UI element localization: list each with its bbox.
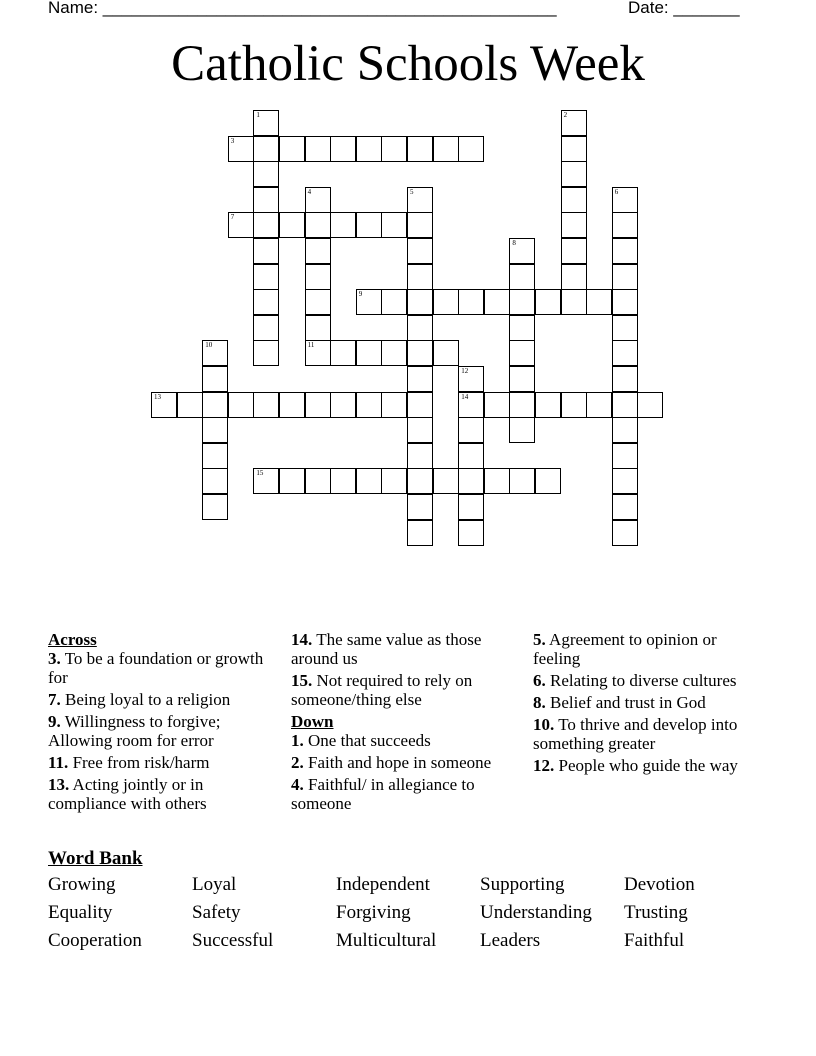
word-bank-item: Devotion (624, 874, 695, 895)
grid-cell[interactable] (586, 289, 612, 315)
clue-text: The same value as those around us (291, 630, 482, 668)
clue-list-col3 (533, 630, 748, 775)
date-field-label: Date: _______ (628, 0, 740, 17)
cell-number: 15 (256, 469, 264, 478)
word-bank-item: Trusting (624, 902, 688, 923)
word-bank-item: Understanding (480, 902, 592, 923)
grid-cell[interactable] (484, 289, 510, 315)
grid-cell[interactable] (433, 468, 459, 494)
across-heading: Across (48, 630, 97, 649)
grid-cell[interactable] (356, 340, 382, 366)
clue-text: Free from risk/harm (68, 753, 210, 772)
grid-cell[interactable] (612, 212, 638, 238)
grid-cell[interactable] (381, 212, 407, 238)
grid-cell[interactable] (612, 417, 638, 443)
cell-number: 11 (307, 341, 315, 350)
grid-cell[interactable] (484, 468, 510, 494)
grid-cell[interactable] (484, 392, 510, 418)
cell-number: 10 (205, 341, 213, 350)
grid-cell[interactable] (253, 187, 279, 213)
clue-item (291, 731, 521, 750)
grid-cell[interactable] (612, 340, 638, 366)
grid-cell[interactable] (458, 289, 484, 315)
grid-cell[interactable] (433, 340, 459, 366)
grid-cell[interactable] (458, 136, 484, 162)
clue-item (533, 693, 748, 712)
grid-cell[interactable] (253, 238, 279, 264)
grid-cell[interactable] (356, 136, 382, 162)
grid-cell[interactable] (151, 392, 177, 418)
grid-cell[interactable] (253, 161, 279, 187)
grid-cell[interactable] (561, 110, 587, 136)
clue-list-col1 (48, 649, 278, 813)
grid-cell[interactable] (228, 212, 254, 238)
grid-cell[interactable] (407, 417, 433, 443)
grid-cell[interactable] (202, 366, 228, 392)
grid-cell[interactable] (458, 494, 484, 520)
clue-number: 2. (291, 753, 304, 772)
cell-number: 9 (358, 290, 363, 299)
clue-item (48, 753, 278, 772)
grid-cell[interactable] (561, 238, 587, 264)
grid-cell[interactable] (253, 392, 279, 418)
clue-text: People who guide the way (554, 756, 738, 775)
word-bank-item: Multicultural (336, 930, 437, 951)
grid-cell[interactable] (561, 212, 587, 238)
grid-cell[interactable] (177, 392, 203, 418)
grid-cell[interactable] (509, 366, 535, 392)
clue-number: 1. (291, 731, 304, 750)
word-bank-item: Successful (192, 930, 274, 951)
clue-text: Agreement to opinion or feeling (533, 630, 717, 668)
clue-text: To be a foundation or growth for (48, 649, 264, 687)
word-bank-item: Cooperation (48, 930, 142, 951)
grid-cell[interactable] (458, 443, 484, 469)
grid-cell[interactable] (561, 187, 587, 213)
grid-cell[interactable] (305, 212, 331, 238)
clue-number: 7. (48, 690, 61, 709)
cell-number: 2 (563, 111, 568, 119)
clue-item (291, 753, 521, 772)
grid-cell[interactable] (586, 392, 612, 418)
name-field-label: Name: ________________________________________________ (48, 0, 557, 17)
clue-item (48, 712, 278, 750)
clue-number: 10. (533, 715, 555, 734)
grid-cell[interactable] (330, 468, 356, 494)
grid-cell[interactable] (637, 392, 663, 418)
grid-cell[interactable] (407, 468, 433, 494)
clue-list-col2-down (291, 731, 521, 813)
grid-cell[interactable] (535, 468, 561, 494)
clues-column-3 (533, 630, 748, 778)
grid-cell[interactable] (509, 264, 535, 290)
grid-cell[interactable] (305, 392, 331, 418)
clue-text: Relating to diverse cultures (545, 671, 737, 690)
word-bank-item: Forgiving (336, 902, 411, 923)
clue-item (48, 775, 278, 813)
grid-cell[interactable] (253, 136, 279, 162)
grid-cell[interactable] (381, 340, 407, 366)
grid-cell[interactable] (458, 468, 484, 494)
grid-cell[interactable] (407, 136, 433, 162)
grid-cell[interactable] (612, 468, 638, 494)
clue-number: 8. (533, 693, 546, 712)
clue-item (48, 690, 278, 709)
grid-cell[interactable] (509, 468, 535, 494)
word-bank-heading: Word Bank (48, 848, 143, 869)
grid-cell[interactable] (458, 520, 484, 546)
grid-cell[interactable] (561, 161, 587, 187)
grid-cell[interactable] (279, 392, 305, 418)
grid-cell[interactable] (228, 136, 254, 162)
grid-cell[interactable] (279, 468, 305, 494)
grid-cell[interactable] (202, 468, 228, 494)
clue-item (533, 715, 748, 753)
grid-cell[interactable] (305, 340, 331, 366)
grid-cell[interactable] (407, 443, 433, 469)
grid-cell[interactable] (202, 340, 228, 366)
grid-cell[interactable] (305, 136, 331, 162)
grid-cell[interactable] (561, 392, 587, 418)
grid-cell[interactable] (535, 289, 561, 315)
cell-number: 4 (307, 187, 312, 196)
grid-cell[interactable] (509, 315, 535, 341)
clue-item (533, 756, 748, 775)
grid-cell[interactable] (253, 289, 279, 315)
grid-cell[interactable] (612, 520, 638, 546)
cell-number: 12 (461, 367, 469, 375)
grid-cell[interactable] (407, 366, 433, 392)
grid-cell[interactable] (381, 392, 407, 418)
clue-list-col2-across (291, 630, 521, 709)
grid-cell[interactable] (458, 417, 484, 443)
grid-cell[interactable] (509, 340, 535, 366)
cell-number: 13 (154, 392, 161, 401)
grid-cell[interactable] (612, 366, 638, 392)
clue-number: 11. (48, 753, 69, 772)
grid-cell[interactable] (253, 315, 279, 341)
grid-cell[interactable] (407, 212, 433, 238)
grid-cell[interactable] (202, 443, 228, 469)
grid-cell[interactable] (202, 417, 228, 443)
grid-cell[interactable] (381, 468, 407, 494)
clue-number: 14. (291, 630, 313, 649)
grid-cell[interactable] (407, 187, 433, 213)
grid-cell[interactable] (612, 238, 638, 264)
clue-number: 12. (533, 756, 555, 775)
clue-item (533, 671, 748, 690)
clue-text: Faithful/ in allegiance to someone (291, 775, 475, 813)
cell-number: 1 (256, 111, 260, 119)
clue-number: 4. (291, 775, 304, 794)
cell-number: 6 (614, 187, 619, 196)
clue-item (48, 649, 278, 687)
grid-cell[interactable] (407, 520, 433, 546)
clue-text: Acting jointly or in compliance with others (48, 775, 207, 813)
grid-cell[interactable] (330, 136, 356, 162)
grid-cell[interactable] (253, 110, 279, 136)
grid-cell[interactable] (509, 392, 535, 418)
word-bank-item: Independent (336, 874, 430, 895)
grid-cell[interactable] (381, 136, 407, 162)
grid-cell[interactable] (253, 468, 279, 494)
grid-cell[interactable] (330, 340, 356, 366)
grid-cell[interactable] (253, 264, 279, 290)
grid-cell[interactable] (458, 366, 484, 392)
clues-column-1 (48, 630, 278, 816)
page-title: Catholic Schools Week (171, 36, 645, 92)
grid-cell[interactable] (253, 340, 279, 366)
grid-cell[interactable] (407, 238, 433, 264)
grid-cell[interactable] (433, 136, 459, 162)
grid-cell[interactable] (612, 289, 638, 315)
grid-cell[interactable] (228, 392, 254, 418)
grid-cell[interactable] (612, 494, 638, 520)
grid-cell[interactable] (305, 289, 331, 315)
clue-text: Belief and trust in God (545, 693, 706, 712)
cell-number: 3 (230, 136, 235, 145)
clue-text: To thrive and develop into something greater (533, 715, 738, 753)
word-bank-item: Loyal (192, 874, 237, 895)
grid-cell[interactable] (305, 264, 331, 290)
down-heading: Down (291, 712, 334, 731)
grid-cell[interactable] (305, 468, 331, 494)
clue-text: Willingness to forgive; Allowing room for error (48, 712, 221, 750)
clue-number: 9. (48, 712, 61, 731)
grid-cell[interactable] (509, 289, 535, 315)
cell-number: 8 (512, 239, 516, 247)
word-bank-item: Faithful (624, 930, 685, 951)
grid-cell[interactable] (253, 212, 279, 238)
grid-cell[interactable] (356, 289, 382, 315)
clue-item (291, 630, 521, 668)
grid-cell[interactable] (381, 289, 407, 315)
cell-number: 5 (410, 187, 414, 196)
grid-cell[interactable] (356, 392, 382, 418)
clue-item (533, 630, 748, 668)
grid-cell[interactable] (407, 289, 433, 315)
grid-cell[interactable] (407, 264, 433, 290)
grid-cell[interactable] (330, 212, 356, 238)
grid-cell[interactable] (356, 468, 382, 494)
grid-cell[interactable] (305, 315, 331, 341)
grid-cell[interactable] (509, 238, 535, 264)
clue-item (291, 775, 521, 813)
clue-number: 3. (48, 649, 61, 668)
grid-cell[interactable] (612, 315, 638, 341)
grid-cell[interactable] (612, 264, 638, 290)
grid-cell[interactable] (535, 392, 561, 418)
clue-text: One that succeeds (303, 731, 431, 750)
grid-cell[interactable] (612, 392, 638, 418)
grid-cell[interactable] (407, 494, 433, 520)
grid-cell[interactable] (330, 392, 356, 418)
word-bank-item: Equality (48, 902, 113, 923)
grid-cell[interactable] (509, 417, 535, 443)
grid-cell[interactable] (305, 187, 331, 213)
word-bank-item: Leaders (480, 930, 541, 951)
clue-number: 15. (291, 671, 313, 690)
grid-cell[interactable] (305, 238, 331, 264)
clue-number: 13. (48, 775, 70, 794)
clue-text: Not required to rely on someone/thing else (291, 671, 473, 709)
cell-number: 14 (461, 392, 469, 401)
clue-text: Being loyal to a religion (60, 690, 231, 709)
grid-cell[interactable] (612, 443, 638, 469)
grid-cell[interactable] (612, 187, 638, 213)
grid-cell[interactable] (433, 289, 459, 315)
clue-text: Faith and hope in someone (303, 753, 492, 772)
grid-cell[interactable] (561, 289, 587, 315)
grid-cell[interactable] (279, 212, 305, 238)
grid-cell[interactable] (279, 136, 305, 162)
word-bank-item: Supporting (480, 874, 565, 895)
cell-number: 7 (230, 213, 235, 222)
clue-number: 5. (533, 630, 546, 649)
grid-cell[interactable] (561, 264, 587, 290)
clues-column-2 (291, 630, 521, 816)
grid-cell[interactable] (561, 136, 587, 162)
word-bank-item: Growing (48, 874, 116, 895)
grid-cell[interactable] (407, 392, 433, 418)
word-bank-item: Safety (192, 902, 241, 923)
clue-item (291, 671, 521, 709)
grid-cell[interactable] (202, 392, 228, 418)
clue-number: 6. (533, 671, 546, 690)
grid-cell[interactable] (407, 340, 433, 366)
grid-cell[interactable] (458, 392, 484, 418)
grid-cell[interactable] (407, 315, 433, 341)
grid-cell[interactable] (356, 212, 382, 238)
grid-cell[interactable] (202, 494, 228, 520)
